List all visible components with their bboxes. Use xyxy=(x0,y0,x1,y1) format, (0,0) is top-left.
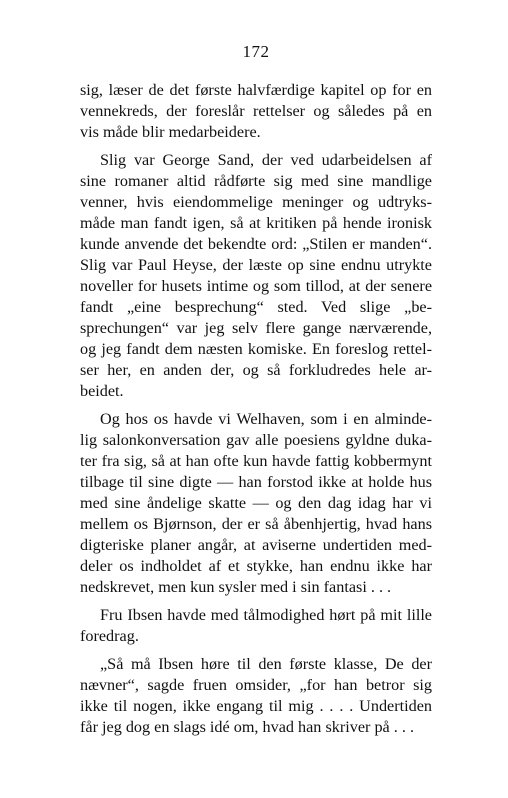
text-line: noveller for husets intime og som tillod, at der senere xyxy=(80,277,432,295)
text-line: beidet. xyxy=(80,382,124,400)
paragraph xyxy=(80,409,432,598)
text-line: Fru Ibsen havde med tålmodighed hørt på mit lille xyxy=(100,606,432,624)
text-line: kunde anvende det bekendte ord: „Stilen er manden“. xyxy=(80,235,432,253)
text-line: tilbage til sine digte — han forstod ikke at holde hus xyxy=(80,473,432,491)
paragraph xyxy=(80,605,432,647)
paragraph-gap xyxy=(80,598,432,605)
text-line: vennekreds, der foreslår rettelser og således på en xyxy=(80,102,432,120)
book-page xyxy=(80,0,432,798)
text-line: venner, hvis eiendommelige meninger og udtryks- xyxy=(80,193,432,211)
text-line: ter fra sig, så at han ofte kun havde fattig kobbermynt xyxy=(80,452,432,470)
text-line: sprechungen“ var jeg selv flere gange nærværende, xyxy=(80,319,432,337)
text-line: digteriske planer angår, at aviserne undertiden med- xyxy=(80,536,432,554)
text-line: lig salonkonversation gav alle poesiens gyldne duka- xyxy=(80,431,432,449)
text-line: nedskrevet, men kun sysler med i sin fantasi . . . xyxy=(80,578,392,596)
paragraph xyxy=(80,654,432,738)
text-line: nævner“, sagde fruen omsider, „for han betror sig xyxy=(80,676,432,694)
paragraph-gap xyxy=(80,143,432,150)
text-line: foredrag. xyxy=(80,627,139,645)
text-line: måde man fandt igen, så at kritiken på hende ironisk xyxy=(80,214,432,232)
text-line: Slig var George Sand, der ved udarbeidelsen af xyxy=(100,151,432,169)
text-line: Og hos os havde vi Welhaven, som i en alminde- xyxy=(100,410,432,428)
body-text xyxy=(80,80,432,738)
text-line: mellem os Bjørnson, der er så åbenhjertig, hvad hans xyxy=(80,515,432,533)
paragraph xyxy=(80,150,432,402)
paragraph-gap xyxy=(80,402,432,409)
text-line: sig, læser de det første halvfærdige kapitel op for en xyxy=(80,81,432,99)
text-line: ser her, en anden der, og så forkludredes hele ar- xyxy=(80,361,432,379)
paragraph-gap xyxy=(80,647,432,654)
text-line: får jeg dog en slags idé om, hvad han skriver på . . . xyxy=(80,718,415,736)
text-line: fandt „eine besprechung“ sted. Ved slige „be- xyxy=(80,298,432,316)
text-line: vis måde blir medarbeidere. xyxy=(80,123,261,141)
text-line: ikke til nogen, ikke engang til mig . . . . Undertiden xyxy=(80,697,432,715)
text-line: Slig var Paul Heyse, der læste op sine endnu utrykte xyxy=(80,256,432,274)
text-line: og jeg fandt dem næsten komiske. En foreslog rettel- xyxy=(80,340,432,358)
text-line: deler os indholdet af et stykke, han endnu ikke har xyxy=(80,557,432,575)
text-line: med sine åndelige skatte — og den dag idag har vi xyxy=(80,494,432,512)
page-number: 172 xyxy=(242,42,270,61)
text-line: „Så må Ibsen høre til den første klasse, De der xyxy=(100,655,432,673)
paragraph xyxy=(80,80,432,143)
text-line: sine romaner altid rådførte sig med sine mandlige xyxy=(80,172,432,190)
